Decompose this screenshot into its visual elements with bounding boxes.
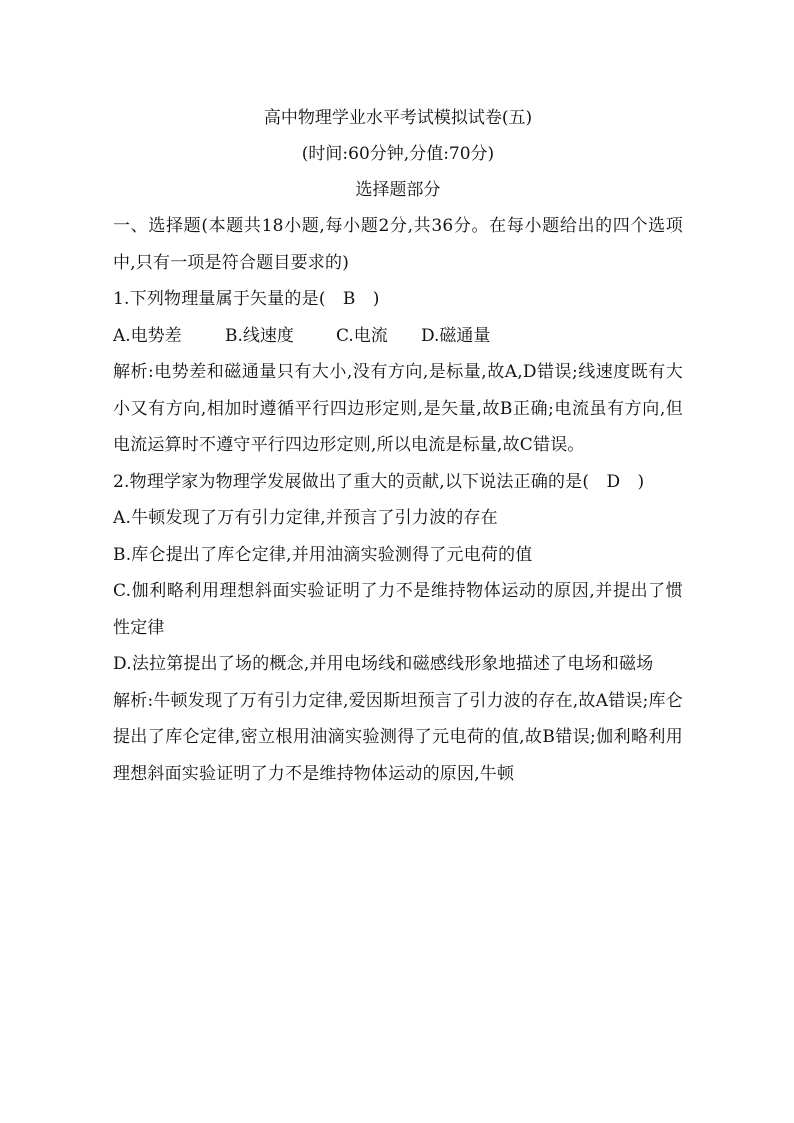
question-2-stem: 2.物理学家为物理学发展做出了重大的贡献,以下说法正确的是( D ) [113, 471, 645, 492]
exam-subtitle: (时间:60分钟,分值:70分) [301, 144, 495, 164]
question-1-stem: 1.下列物理量属于矢量的是( B ) [113, 289, 380, 309]
page-content [113, 100, 683, 792]
question-1-analysis: 解析:电势差和磁通量只有大小,没有方向,是标量,故A,D错误;线速度既有大小又有方向,相加时遵循平行四边形定则,是矢量,故B正确;电流虽有方向,但电流运算时不遵守平行四边形定则,所以电流是标量,故C错误。 [113, 362, 683, 455]
exam-title: 高中物理学业水平考试模拟试卷(五) [263, 108, 533, 128]
section-heading: 选择题部分 [355, 180, 441, 200]
question-1-option-a: A.电势差 [113, 325, 182, 346]
question-2-option-d: D.法拉第提出了场的概念,并用电场线和磁感线形象地描述了电场和磁场 [113, 654, 654, 674]
question-2-option-c: C.伽利略利用理想斜面实验证明了力不是维持物体运动的原因,并提出了惯性定律 [113, 581, 683, 638]
question-1-option-c: C.电流 [336, 325, 388, 346]
question-2-option-a: A.牛顿发现了万有引力定律,并预言了引力波的存在 [113, 508, 498, 528]
question-2-analysis: 解析:牛顿发现了万有引力定律,爱因斯坦预言了引力波的存在,故A错误;库仑提出了库仑定律,密立根用油滴实验测得了元电荷的值,故B错误;伽利略利用理想斜面实验证明了力不是维持物体运动的原因,牛顿 [113, 690, 683, 784]
question-2-option-b: B.库仑提出了库仑定律,并用油滴实验测得了元电荷的值 [113, 544, 533, 565]
question-1-options [113, 318, 683, 355]
section-instructions: 一、选择题(本题共18小题,每小题2分,共36分。在每小题给出的四个选项中,只有一项是符合题目要求的) [113, 216, 683, 273]
question-1-option-b: B.线速度 [225, 325, 294, 346]
question-1-option-d: D.磁通量 [421, 325, 491, 346]
